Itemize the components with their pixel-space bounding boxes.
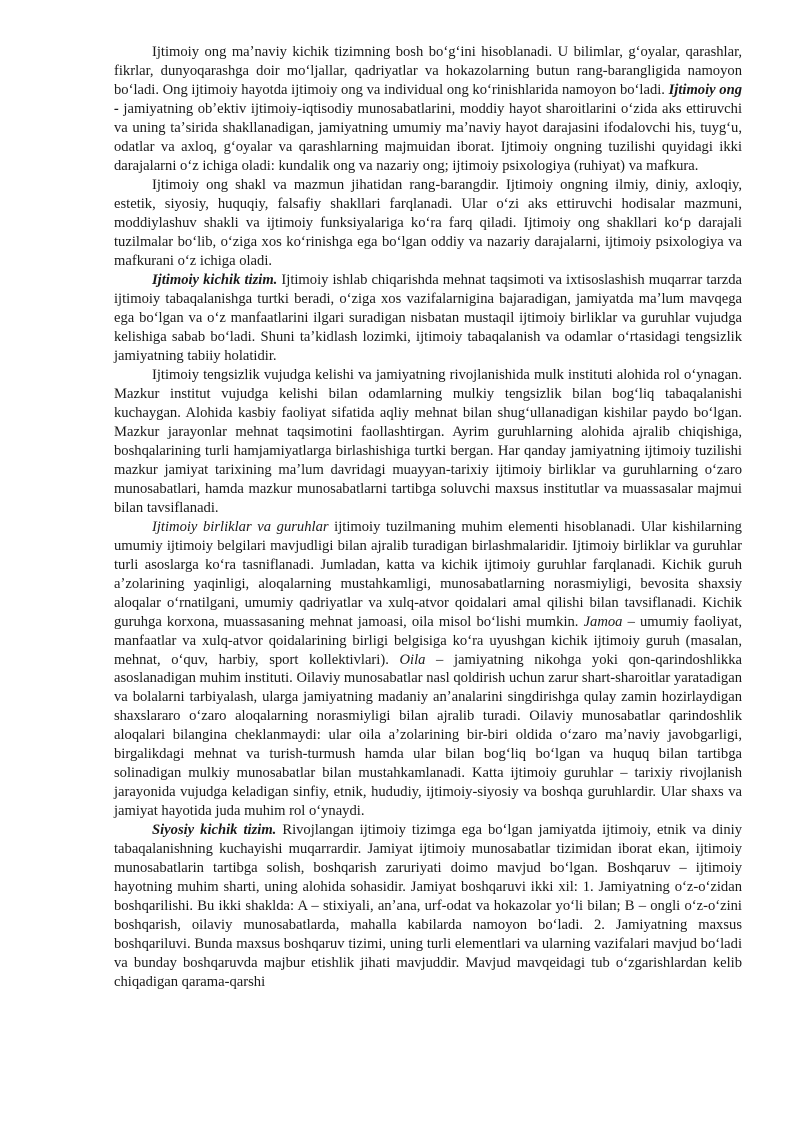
paragraph-text: Ijtimoiy tengsizlik vujudga kelishi va jamiyatning rivojlanishida mulk instituti alohida rol oʻynagan. Mazkur institut vujudga kelishi bilan odamlarning mulkiy tengsizlik bilan bogʻliq tabaqalanishi kuchaygan. Alohida kasbiy faoliyat sifatida aqliy mehnat bilan shugʻullanadigan kishilar paydo boʻlgan. Mazkur jarayonlar mehnat taqsimotini faollashtirgan. Ayrim guruhlarning alohida ajralib chiqishiga, boshqalarining turli hamjamiyatlarga birlashishiga turtki bergan. Har qanday jamiyatning ijtimoiy tuzilishi mazkur jamiyat tarixining maʼlum davridagi muayyan-tarixiy ijtimoiy birliklar va guruhlarning oʻzaro munosabatlari, hamda mazkur munosabatlarni tartibga soluvchi maxsus institutlar va muassasalar majmui bilan tavsiflanadi. <box>114 366 742 516</box>
heading-ijtimoiy-kichik-tizim: Ijtimoiy kichik tizim. <box>152 271 278 288</box>
paragraph-text: jamiyatning obʼektiv ijtimoiy-iqtisodiy munosabatlarini, moddiy hayot sharoitlarini oʻzida aks ettiruvchi va uning taʼsirida shakllanadigan, jamiyatning umumiy maʼnaviy hayot darajasini ifodalovchi his, tuygʻu, odatlar va axloq, gʻoyalar va qarashlarning majmuidan iborat. Ijtimoiy ongning tuzilishi quyidagi ikki darajalarni oʻz ichiga oladi: kundalik ong va nazariy ong; ijtimoiy psixologiya (ruhiyat) va mafkura. <box>114 100 742 174</box>
paragraph-ijtimoiy-kichik-tizim <box>114 271 742 366</box>
paragraph-text: Rivojlangan ijtimoiy tizimga ega boʻlgan jamiyatda ijtimoiy, etnik va diniy tabaqalanishning kuchayishi muqarrardir. Jamiyat ijtimoiy munosabatlar tizimidan iborat ekan, ijtimoiy munosabatlarin tartibga solish, boshqarish zaruriyati doimo mavjud boʻlgan. Boshqaruv – ijtimoiy hayotning muhim sharti, uning alohida sohasidir. Jamiyat boshqaruvi ikki xil: 1. Jamiyatning oʻz-oʻzidan boshqarilishi. Bu ikki shaklda: A – stixiyali, anʼana, urf-odat va hokazolar yoʻli bilan; B – ongli oʻz-oʻzini boshqarish, oilaviy munosabatlarda, mahalla kabilarda namoyon boʻladi. 2. Jamiyatning maxsus boshqariluvi. Bunda maxsus boshqaruv tizimi, uning turli elementlari va ularning vazifalari mavjud boʻladi va bunday boshqaruvda majbur etishlik jihati mavjuddir. Mavjud mavqeidagi tub oʻzgarishlardan kelib chiqadigan qarama-qarshi <box>114 822 742 991</box>
paragraph-text: Ijtimoiy ong maʼnaviy kichik tizimning bosh boʻgʻini hisoblanadi. U bilimlar, gʻoyalar, qarashlar, fikrlar, dunyoqarashga doir moʻljallar, qadriyatlar va hokazolarning butun rang-barangligida namoyon boʻladi. Ong ijtimoiy hayotda ijtimoiy ong va individual ong koʻrinishlarida namoyon boʻladi. <box>114 44 742 98</box>
term-birliklar-guruhlar: Ijtimoiy birliklar va guruhlar <box>152 518 329 535</box>
paragraph-text: Ijtimoiy ong shakl va mazmun jihatidan rang-barangdir. Ijtimoiy ongning ilmiy, diniy, axloqiy, estetik, siyosiy, huquqiy, falsafiy shakllari farqlanadi. Ular oʻzi aks ettiruvchi hodisalar mazmuni, moddiylashuv shakli va ijtimoiy funksiyalariga koʻra farq qiladi. Ijtimoiy ong shakllari koʻp darajali tuzilmalar boʻlib, oʻziga xos koʻrinishga ega boʻlgan oddiy va nazariy darajalarni, ijtimoiy psixologiya va mafkurani oʻz ichiga oladi. <box>114 176 742 269</box>
paragraph-text: Ijtimoiy ishlab chiqarishda mehnat taqsimoti va ixtisoslashish muqarrar tarzda ijtimoiy tabaqalanishga turtki beradi, oʻziga xos vazifalarnigina bajaradigan, jamiyatda maʼlum mavqega ega boʻlgan va oʻz manfaatlarini ilgari suradigan nisbatan mustaqil ijtimoiy birliklar va guruhlar vujudga kelishiga sabab boʻladi. Shuni taʼkidlash lozimki, ijtimoiy tabaqalanish va odamlar oʻrtasidagi tengsizlik jamiyatning tabiiy holatidir. <box>114 271 742 364</box>
paragraph-ong-shakllari <box>114 176 742 271</box>
document-body <box>114 43 742 992</box>
paragraph-text: – umumiy faoliyat, manfaatlar va xulq-atvor qoidalarining birligi belgisiga koʻra uyushgan kichik ijtimoiy guruh (masalan, mehnat, oʻquv, harbiy, sport kollektivlari). <box>114 613 742 668</box>
paragraph-text: – jamiyatning nikohga yoki qon-qarindoshlikka asoslanadigan muhim instituti. Oilaviy munosabatlar nasl qoldirish uchun zarur shart-sharoitlar yaratadigan va bolalarni tarbiyalash, ularga jamiyatning madaniy anʼanalarini singdirishga qulay zamin hozirlaydigan shaxslararo oʻzaro aloqalarning norasmiyligi bilan ajralib turadi. Oilaviy munosabatlar qarindoshlik aloqalari bilangina cheklanmaydi: ular oila aʼzolarining bir-biri oldida oʻzaro maʼnaviy javobgarligi, birgalikdagi mehnat va turish-turmush hamda ular bilan bogʻliq boʻlgan va huquq bilan tartibga solinadigan mulkiy munosabatlar bilan mustahkamlanadi. Katta ijtimoiy guruhlar – tarixiy rivojlanish jarayonida vujudga keladigan sinfiy, etnik, hududiy, ijtimoiy-siyosiy va boshqa guruhlardir. Ular shaxs va jamiyat hayotida juda muhim rol oʻynaydi. <box>114 651 742 820</box>
paragraph-tengsizlik <box>114 366 742 518</box>
term-ijtimoiy-ong: Ijtimoiy ong - <box>114 81 743 117</box>
paragraph-text: ijtimoiy tuzilmaning muhim elementi hisoblanadi. Ular kishilarning umumiy ijtimoiy belgilari mavjudligi bilan ajralib turadigan birlashmalaridir. Ijtimoiy birliklar va guruhlar turli asoslarga koʻra tasniflanadi. Jumladan, katta va kichik ijtimoiy guruhlar farqlanadi. Kichik guruh aʼzolarining yaqinligi, aloqalarning mustahkamligi, munosabatlarning norasmiyligi, bevosita shaxsiy aloqalar oʻrnatilgani, umumiy qadriyatlar va xulq-atvor qoidalari amal qilishi bilan tavsiflanadi. Kichik guruhga korxona, muassasaning mehnat jamoasi, oila misol boʻlishi mumkin. <box>114 518 742 630</box>
term-oila: Oila <box>399 651 426 668</box>
term-jamoa: Jamoa <box>583 613 623 630</box>
heading-siyosiy-kichik-tizim: Siyosiy kichik tizim. <box>152 822 277 839</box>
paragraph-ijtimoiy-ong <box>114 43 742 176</box>
paragraph-siyosiy-kichik-tizim <box>114 821 742 992</box>
paragraph-birliklar-guruhlar <box>114 518 742 822</box>
